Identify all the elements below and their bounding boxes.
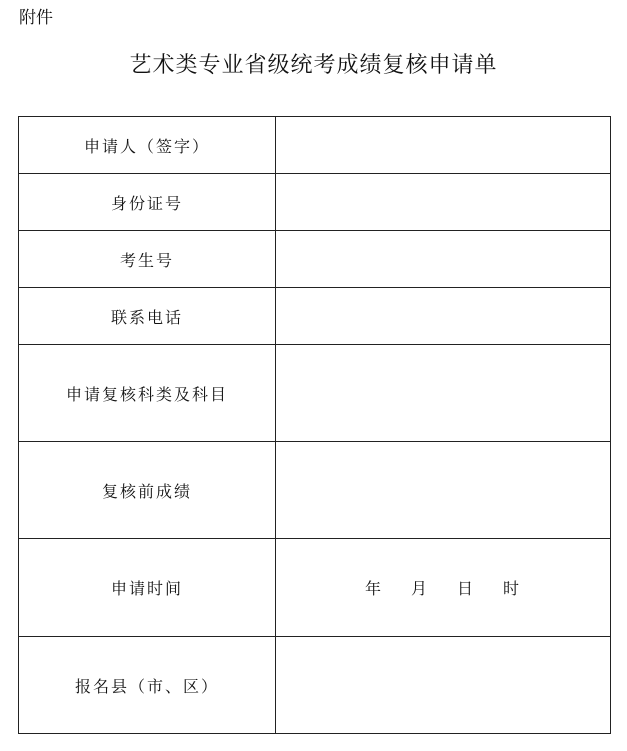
field-exam-number[interactable] bbox=[276, 231, 611, 288]
time-part-hour: 时 bbox=[502, 579, 521, 598]
time-part-month: 月 bbox=[410, 579, 429, 598]
field-review-subjects[interactable] bbox=[276, 345, 611, 442]
label-registration-county: 报名县（市、区） bbox=[19, 637, 276, 734]
field-phone[interactable] bbox=[276, 288, 611, 345]
form-row-registration-county bbox=[19, 637, 611, 734]
field-id-number[interactable] bbox=[276, 174, 611, 231]
label-phone: 联系电话 bbox=[19, 288, 276, 345]
form-row-application-time bbox=[19, 539, 611, 637]
field-application-time[interactable] bbox=[276, 539, 611, 637]
form-row-review-subjects bbox=[19, 345, 611, 442]
label-exam-number: 考生号 bbox=[19, 231, 276, 288]
form-title: 艺术类专业省级统考成绩复核申请单 bbox=[129, 53, 498, 78]
field-score-before-review[interactable] bbox=[276, 442, 611, 539]
label-id-number: 身份证号 bbox=[19, 174, 276, 231]
label-application-time: 申请时间 bbox=[19, 539, 276, 637]
time-part-day: 日 bbox=[456, 579, 475, 598]
label-applicant-signature: 申请人（签字） bbox=[19, 117, 276, 174]
form-row-applicant-signature bbox=[19, 117, 611, 174]
application-time-parts bbox=[276, 576, 610, 599]
review-application-form bbox=[18, 116, 611, 734]
label-score-before-review: 复核前成绩 bbox=[19, 442, 276, 539]
field-registration-county[interactable] bbox=[276, 637, 611, 734]
field-applicant-signature[interactable] bbox=[276, 117, 611, 174]
attachment-label: 附件 bbox=[19, 8, 53, 28]
time-part-year: 年 bbox=[364, 579, 383, 598]
form-row-score-before-review bbox=[19, 442, 611, 539]
form-row-phone bbox=[19, 288, 611, 345]
label-review-subjects: 申请复核科类及科目 bbox=[19, 345, 276, 442]
form-row-id-number bbox=[19, 174, 611, 231]
form-row-exam-number bbox=[19, 231, 611, 288]
